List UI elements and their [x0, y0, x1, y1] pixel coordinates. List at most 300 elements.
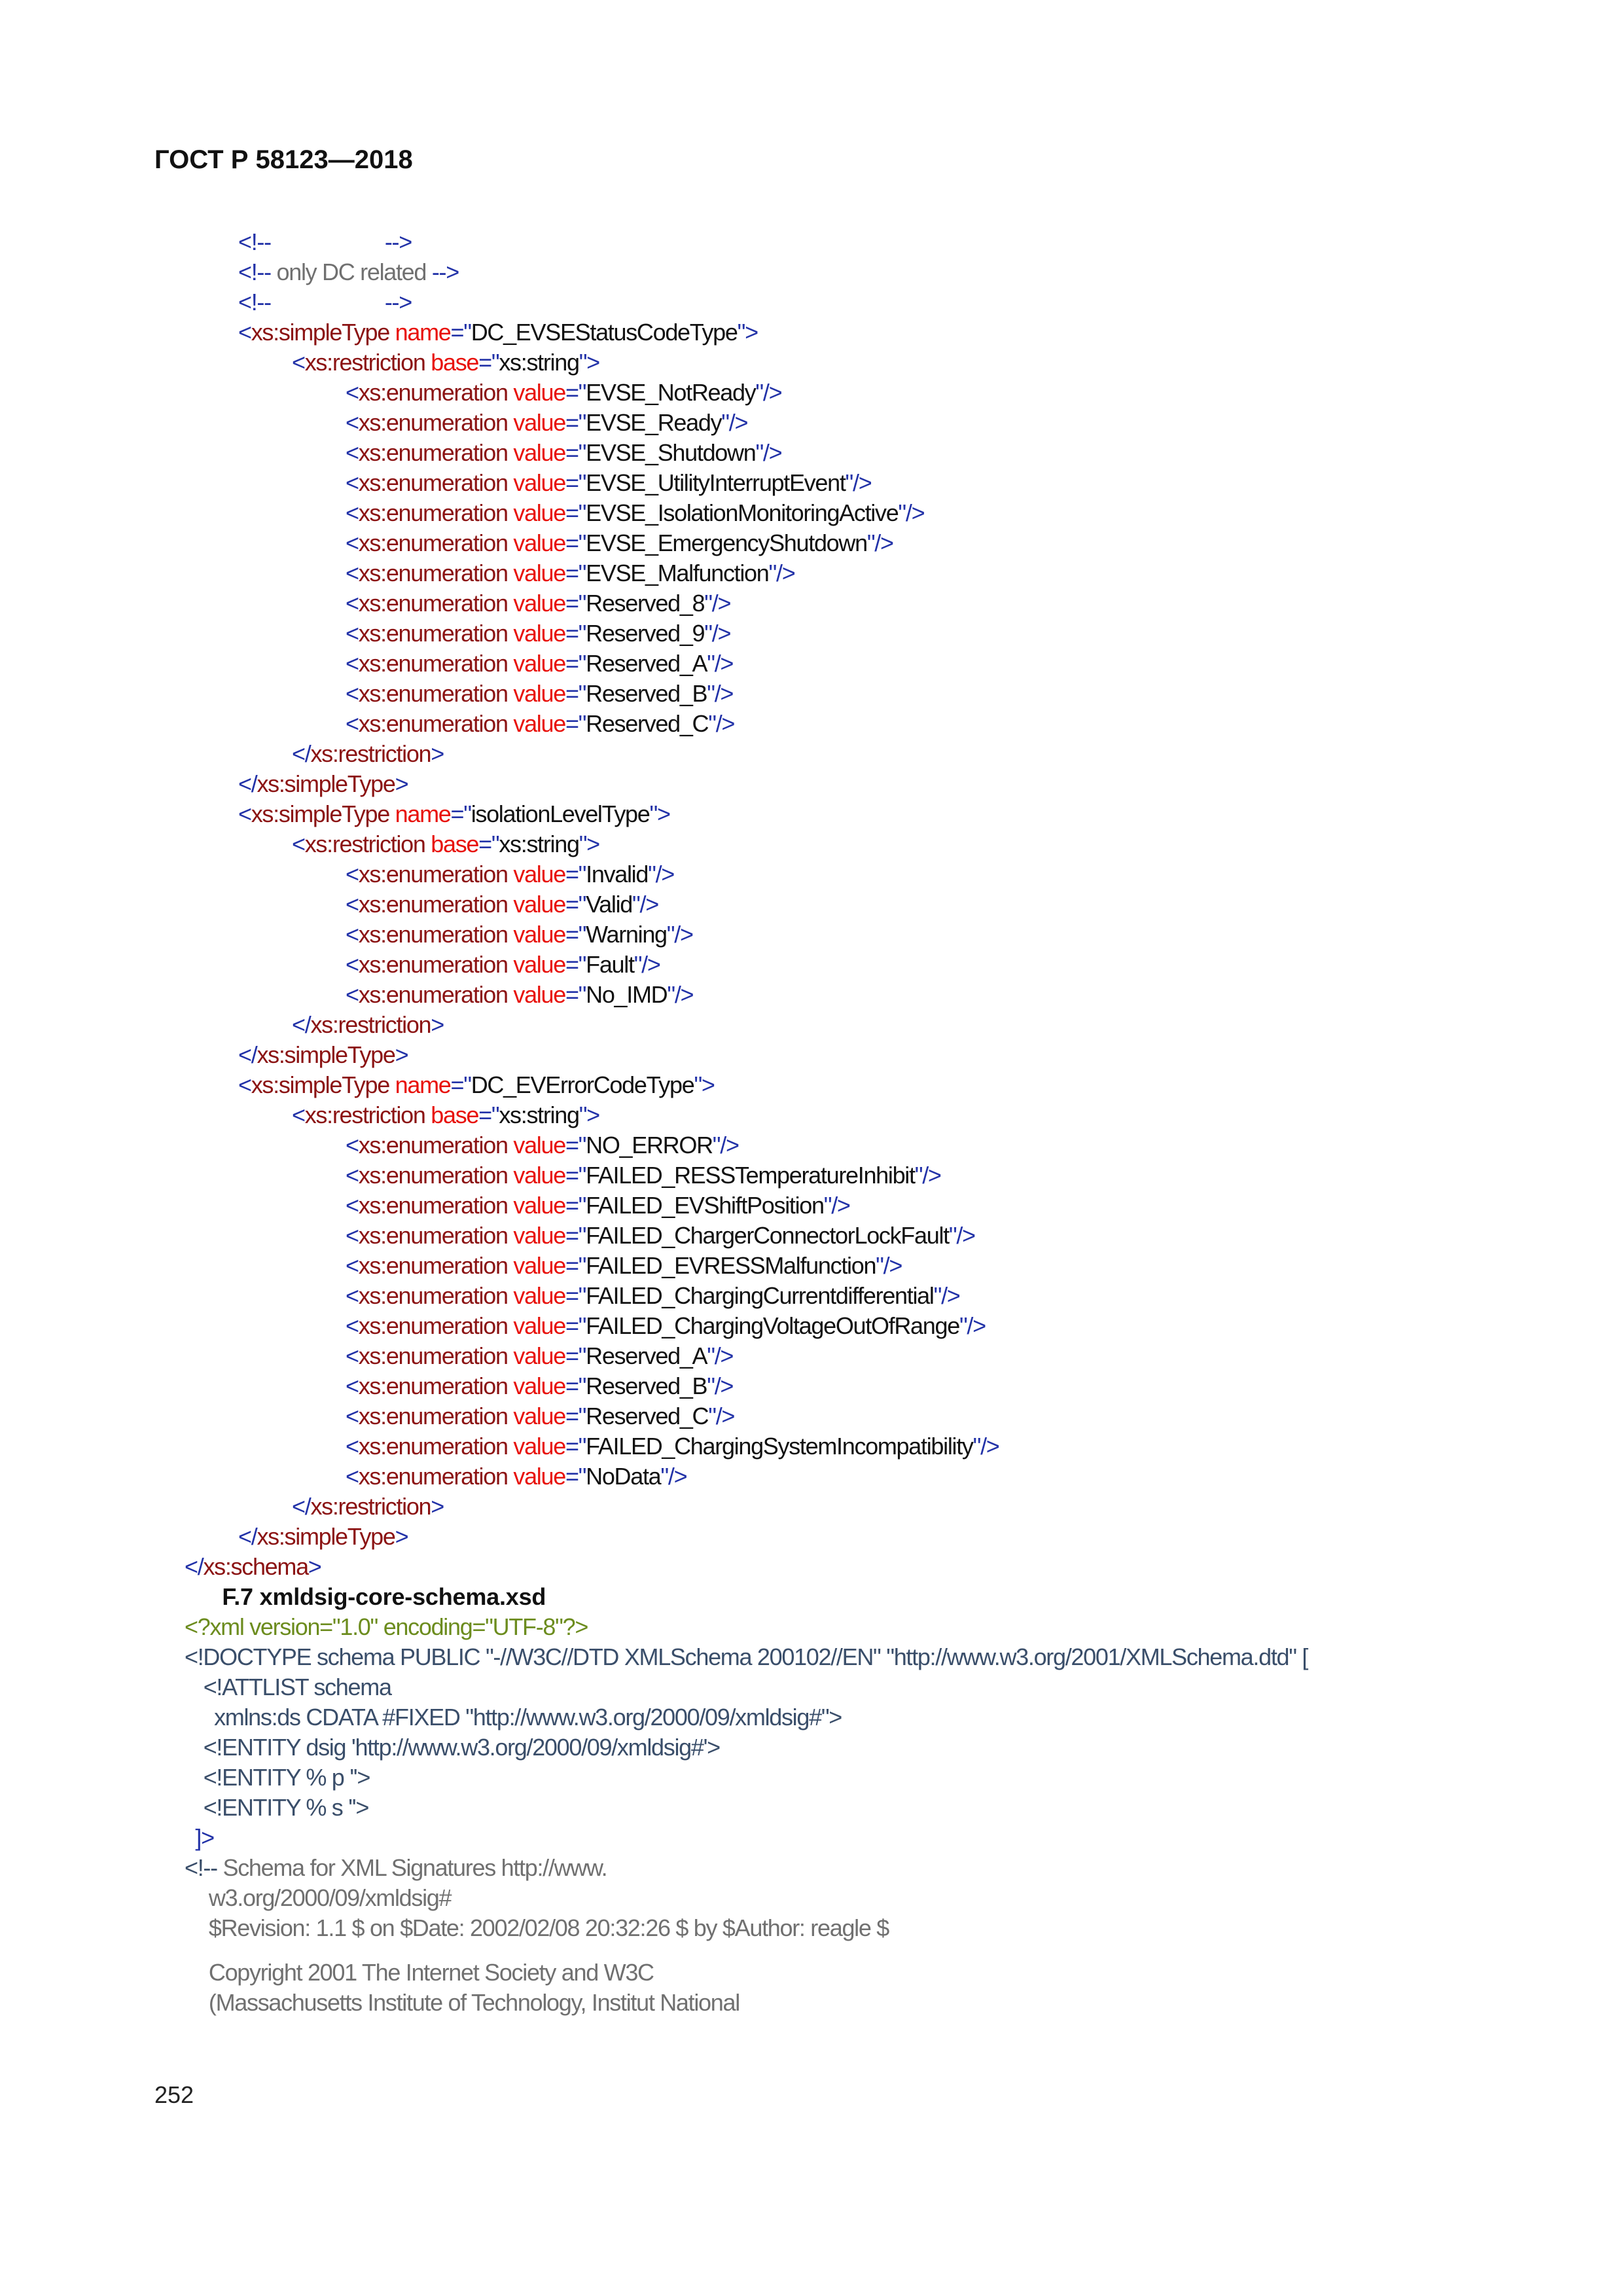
punctuation: > — [431, 740, 444, 767]
code-line — [0, 1462, 1623, 1492]
attribute-value: DC_EVSEStatusCodeType — [471, 319, 738, 346]
attribute-name: value — [507, 680, 565, 707]
attribute-value: No_IMD — [586, 981, 668, 1008]
punctuation: < — [346, 1222, 359, 1249]
punctuation: < — [346, 1132, 359, 1158]
punctuation: "/> — [972, 1433, 999, 1460]
attribute-name: name — [389, 800, 451, 827]
attribute-value: NoData — [586, 1463, 661, 1490]
attribute-name: base — [425, 349, 479, 376]
punctuation: "> — [579, 349, 599, 376]
code-line — [0, 799, 1623, 829]
punctuation: =" — [478, 1102, 499, 1128]
tag-name: xs:simpleType — [251, 319, 389, 346]
punctuation: "/> — [648, 861, 675, 888]
punctuation: > — [395, 1523, 408, 1550]
tag-name: xs:enumeration — [358, 1252, 508, 1279]
attribute-name: value — [507, 1312, 565, 1339]
punctuation: "/> — [933, 1282, 960, 1309]
punctuation: =" — [565, 1463, 586, 1490]
code-line — [0, 287, 1623, 317]
tag-name: xs:simpleType — [251, 1071, 389, 1098]
punctuation: =" — [565, 439, 586, 466]
attribute-name: value — [507, 379, 565, 406]
attribute-value: isolationLevelType — [471, 800, 650, 827]
attribute-value: Reserved_B — [586, 1372, 707, 1399]
punctuation: =" — [565, 529, 586, 556]
tag-name: xs:enumeration — [358, 951, 508, 978]
code-line — [0, 558, 1623, 588]
punctuation: < — [346, 921, 359, 948]
punctuation: </ — [292, 1011, 311, 1038]
punctuation: < — [346, 1342, 359, 1369]
doctype-text: xmlns:ds CDATA #FIXED "http://www.w3.org/2000/09/xmldsig#"> — [214, 1704, 842, 1731]
attribute-value: EVSE_Malfunction — [586, 560, 769, 586]
punctuation: "/> — [707, 1372, 734, 1399]
tag-name: xs:enumeration — [358, 1403, 508, 1429]
punctuation: =" — [450, 319, 471, 346]
attribute-name: value — [507, 1403, 565, 1429]
code-line — [0, 1221, 1623, 1251]
code-line — [0, 1552, 1623, 1582]
punctuation: < — [346, 560, 359, 586]
punctuation: < — [346, 650, 359, 677]
tag-name: xs:restriction — [310, 1011, 431, 1038]
attribute-value: Reserved_8 — [586, 590, 705, 617]
attribute-name: value — [507, 921, 565, 948]
punctuation: =" — [565, 680, 586, 707]
punctuation: < — [346, 590, 359, 617]
punctuation: "/> — [708, 710, 735, 737]
code-line — [0, 378, 1623, 408]
code-line — [0, 769, 1623, 799]
punctuation: < — [346, 1372, 359, 1399]
punctuation: =" — [565, 469, 586, 496]
section-heading — [0, 1582, 1623, 1612]
tag-name: xs:simpleType — [257, 1523, 395, 1550]
punctuation: < — [346, 1162, 359, 1189]
punctuation: =" — [565, 620, 586, 647]
punctuation: "/> — [755, 379, 782, 406]
comment-text: (Massachusetts Institute of Technology, Institut National — [208, 1989, 740, 2016]
punctuation: "> — [579, 831, 599, 857]
tag-name: xs:enumeration — [358, 861, 508, 888]
punctuation: "> — [579, 1102, 599, 1128]
attribute-name: value — [507, 590, 565, 617]
punctuation: </ — [238, 770, 257, 797]
code-line — [0, 1251, 1623, 1281]
code-line — [0, 1070, 1623, 1100]
attribute-value: Fault — [586, 951, 634, 978]
punctuation: < — [292, 831, 305, 857]
code-line — [0, 1672, 1623, 1702]
code-line — [0, 588, 1623, 619]
code-line — [0, 1431, 1623, 1462]
tag-name: xs:enumeration — [358, 1162, 508, 1189]
attribute-value: EVSE_UtilityInterruptEvent — [586, 469, 846, 496]
punctuation: "/> — [708, 1403, 735, 1429]
attribute-value: Invalid — [586, 861, 649, 888]
tag-name: xs:restriction — [304, 349, 425, 376]
attribute-value: EVSE_Shutdown — [586, 439, 756, 466]
tag-name: xs:enumeration — [358, 620, 508, 647]
punctuation: =" — [565, 1162, 586, 1189]
tag-name: xs:enumeration — [358, 891, 508, 918]
punctuation: =" — [565, 710, 586, 737]
code-line — [0, 739, 1623, 769]
tag-name: xs:enumeration — [358, 1372, 508, 1399]
punctuation: "/> — [704, 620, 731, 647]
code-line — [0, 950, 1623, 980]
tag-name: xs:enumeration — [358, 439, 508, 466]
punctuation: =" — [565, 891, 586, 918]
comment-text: Copyright 2001 The Internet Society and W3C — [208, 1959, 654, 1986]
tag-name: xs:enumeration — [358, 921, 508, 948]
tag-name: xs:enumeration — [358, 1342, 508, 1369]
punctuation: "/> — [948, 1222, 975, 1249]
punctuation: =" — [450, 1071, 471, 1098]
punctuation: "/> — [632, 891, 658, 918]
punctuation: =" — [565, 921, 586, 948]
punctuation: < — [238, 800, 251, 827]
code-line — [0, 1100, 1623, 1130]
comment-text: w3.org/2000/09/xmldsig# — [208, 1884, 452, 1911]
code-line — [0, 1732, 1623, 1763]
heading-text: F.7 xmldsig-core-schema.xsd — [222, 1583, 546, 1610]
attribute-name: value — [507, 1463, 565, 1490]
attribute-value: FAILED_ChargingVoltageOutOfRange — [586, 1312, 959, 1339]
code-line — [0, 408, 1623, 438]
attribute-value: Reserved_A — [586, 650, 707, 677]
document-header: ГОСТ Р 58123—2018 — [154, 145, 413, 174]
attribute-name: name — [389, 1071, 451, 1098]
tag-name: xs:enumeration — [358, 1312, 508, 1339]
tag-name: xs:enumeration — [358, 1132, 508, 1158]
code-line — [0, 1612, 1623, 1642]
punctuation: =" — [478, 831, 499, 857]
punctuation: =" — [478, 349, 499, 376]
punctuation: "/> — [866, 529, 893, 556]
attribute-name: value — [507, 951, 565, 978]
tag-name: xs:enumeration — [358, 409, 508, 436]
punctuation: "/> — [667, 981, 694, 1008]
attribute-name: value — [507, 1222, 565, 1249]
code-line — [0, 1160, 1623, 1191]
attribute-value: FAILED_ChargingSystemIncompatibility — [586, 1433, 973, 1460]
punctuation: "/> — [823, 1192, 850, 1219]
tag-name: xs:enumeration — [358, 710, 508, 737]
attribute-value: FAILED_ChargingCurrentdifferential — [586, 1282, 934, 1309]
attribute-name: value — [507, 499, 565, 526]
attribute-value: Reserved_B — [586, 680, 707, 707]
punctuation: < — [292, 349, 305, 376]
punctuation: > — [395, 1041, 408, 1068]
attribute-name: value — [507, 1342, 565, 1369]
code-line — [0, 1988, 1623, 2018]
punctuation: "/> — [633, 951, 660, 978]
tag-name: xs:simpleType — [257, 1041, 395, 1068]
punctuation: < — [346, 1433, 359, 1460]
page-number: 252 — [154, 2081, 194, 2108]
attribute-name: value — [507, 1433, 565, 1460]
code-line — [0, 348, 1623, 378]
attribute-name: value — [507, 1132, 565, 1158]
punctuation: < — [292, 1102, 305, 1128]
doctype-text: <!-- — [185, 1854, 217, 1881]
comment-text: $Revision: 1.1 $ on $Date: 2002/02/08 20:32:26 $ by $Author: reagle $ — [208, 1914, 889, 1941]
attribute-value: xs:string — [499, 349, 579, 376]
xml-declaration: <?xml version="1.0" encoding="UTF-8"?> — [185, 1613, 588, 1640]
punctuation: < — [238, 1071, 251, 1098]
punctuation: < — [346, 1403, 359, 1429]
attribute-name: value — [507, 891, 565, 918]
code-line — [0, 1958, 1623, 1988]
tag-name: xs:enumeration — [358, 650, 508, 677]
tag-name: xs:restriction — [310, 740, 431, 767]
code-line — [0, 1883, 1623, 1913]
attribute-value: FAILED_EVShiftPosition — [586, 1192, 824, 1219]
code-line — [0, 528, 1623, 558]
punctuation: =" — [565, 1222, 586, 1249]
doctype-text: <!ENTITY dsig 'http://www.w3.org/2000/09/xmldsig#'> — [203, 1734, 720, 1761]
code-line — [0, 649, 1623, 679]
code-line — [0, 1371, 1623, 1401]
punctuation: =" — [565, 861, 586, 888]
attribute-name: value — [507, 529, 565, 556]
tag-name: xs:enumeration — [358, 680, 508, 707]
code-line — [0, 1010, 1623, 1040]
punctuation: =" — [565, 650, 586, 677]
punctuation: </ — [238, 1523, 257, 1550]
punctuation: =" — [565, 951, 586, 978]
punctuation: > — [431, 1011, 444, 1038]
punctuation: "/> — [845, 469, 872, 496]
attribute-name: value — [507, 1282, 565, 1309]
code-line — [0, 1040, 1623, 1070]
punctuation: < — [346, 1282, 359, 1309]
tag-name: xs:restriction — [304, 831, 425, 857]
code-line — [0, 1763, 1623, 1793]
attribute-name: base — [425, 1102, 479, 1128]
punctuation: < — [346, 1252, 359, 1279]
attribute-value: Reserved_9 — [586, 620, 705, 647]
punctuation: < — [346, 891, 359, 918]
punctuation: < — [346, 1463, 359, 1490]
punctuation: < — [346, 439, 359, 466]
punctuation: < — [346, 499, 359, 526]
tag-name: xs:enumeration — [358, 1433, 508, 1460]
punctuation: < — [346, 379, 359, 406]
punctuation: ]> — [195, 1824, 214, 1851]
attribute-name: value — [507, 620, 565, 647]
punctuation: > — [395, 770, 408, 797]
punctuation: < — [238, 319, 251, 346]
punctuation: "/> — [959, 1312, 986, 1339]
punctuation: "/> — [704, 590, 731, 617]
attribute-value: FAILED_EVRESSMalfunction — [586, 1252, 876, 1279]
punctuation: =" — [565, 1312, 586, 1339]
code-line — [0, 1853, 1623, 1883]
code-line — [0, 1130, 1623, 1160]
code-line — [0, 1642, 1623, 1672]
code-listing — [0, 227, 1623, 2018]
attribute-value: EVSE_Ready — [586, 409, 722, 436]
code-line — [0, 679, 1623, 709]
punctuation: < — [346, 409, 359, 436]
code-line — [0, 1281, 1623, 1311]
punctuation: "/> — [712, 1132, 739, 1158]
attribute-value: FAILED_RESSTemperatureInhibit — [586, 1162, 915, 1189]
tag-name: xs:restriction — [304, 1102, 425, 1128]
attribute-value: DC_EVErrorCodeType — [471, 1071, 694, 1098]
doctype-text: <!DOCTYPE schema PUBLIC "-//W3C//DTD XMLSchema 200102//EN" "http://www.w3.org/2001/XMLSchema.dtd" [ — [185, 1643, 1308, 1670]
punctuation: < — [346, 1192, 359, 1219]
punctuation: "/> — [898, 499, 925, 526]
comment-text: only DC related — [270, 259, 432, 285]
attribute-value: Reserved_C — [586, 1403, 709, 1429]
code-line — [0, 468, 1623, 498]
punctuation: --> — [270, 228, 412, 255]
attribute-name: base — [425, 831, 479, 857]
attribute-name: value — [507, 1252, 565, 1279]
code-line — [0, 829, 1623, 859]
attribute-value: EVSE_IsolationMonitoringActive — [586, 499, 899, 526]
punctuation: "> — [737, 319, 758, 346]
attribute-name: value — [507, 439, 565, 466]
doctype-text: <!ENTITY % p ''> — [203, 1764, 370, 1791]
code-line — [0, 317, 1623, 348]
tag-name: xs:simpleType — [257, 770, 395, 797]
attribute-value: Reserved_C — [586, 710, 709, 737]
attribute-value: EVSE_NotReady — [586, 379, 756, 406]
punctuation: "> — [694, 1071, 715, 1098]
punctuation: < — [346, 680, 359, 707]
punctuation: <!-- — [238, 259, 271, 285]
code-line — [0, 859, 1623, 889]
tag-name: xs:simpleType — [251, 800, 389, 827]
doctype-text: <!ENTITY % s ''> — [203, 1794, 369, 1821]
tag-name: xs:enumeration — [358, 1282, 508, 1309]
punctuation: < — [346, 951, 359, 978]
punctuation: < — [346, 469, 359, 496]
punctuation: > — [308, 1553, 321, 1580]
punctuation: </ — [185, 1553, 204, 1580]
tag-name: xs:enumeration — [358, 1463, 508, 1490]
punctuation: </ — [292, 1493, 311, 1520]
punctuation: "/> — [707, 650, 734, 677]
punctuation: "/> — [666, 921, 693, 948]
punctuation: =" — [565, 1132, 586, 1158]
punctuation: "/> — [660, 1463, 687, 1490]
punctuation: =" — [565, 1433, 586, 1460]
punctuation: < — [346, 981, 359, 1008]
punctuation: < — [346, 620, 359, 647]
code-line — [0, 438, 1623, 468]
punctuation: =" — [565, 590, 586, 617]
tag-name: xs:enumeration — [358, 499, 508, 526]
code-line — [0, 619, 1623, 649]
punctuation: > — [431, 1493, 444, 1520]
punctuation: =" — [565, 1192, 586, 1219]
attribute-value: NO_ERROR — [586, 1132, 713, 1158]
code-line — [0, 1702, 1623, 1732]
punctuation: =" — [565, 379, 586, 406]
punctuation: < — [346, 710, 359, 737]
tag-name: xs:enumeration — [358, 379, 508, 406]
punctuation: "/> — [721, 409, 748, 436]
punctuation: "/> — [707, 680, 734, 707]
code-line — [0, 1793, 1623, 1823]
punctuation: </ — [292, 740, 311, 767]
code-line — [0, 1191, 1623, 1221]
attribute-name: name — [389, 319, 451, 346]
punctuation: =" — [565, 1282, 586, 1309]
attribute-name: value — [507, 1162, 565, 1189]
tag-name: xs:schema — [203, 1553, 308, 1580]
punctuation: <!-- — [238, 289, 271, 315]
tag-name: xs:enumeration — [358, 981, 508, 1008]
punctuation: "/> — [876, 1252, 902, 1279]
tag-name: xs:enumeration — [358, 560, 508, 586]
code-line — [0, 1311, 1623, 1341]
punctuation: =" — [565, 1372, 586, 1399]
attribute-name: value — [507, 1372, 565, 1399]
punctuation: "/> — [707, 1342, 734, 1369]
punctuation: <!-- — [238, 228, 271, 255]
attribute-name: value — [507, 469, 565, 496]
punctuation: < — [346, 861, 359, 888]
tag-name: xs:restriction — [310, 1493, 431, 1520]
tag-name: xs:enumeration — [358, 1222, 508, 1249]
punctuation: < — [346, 529, 359, 556]
punctuation: =" — [565, 560, 586, 586]
punctuation: =" — [565, 409, 586, 436]
code-line — [0, 709, 1623, 739]
code-line — [0, 1341, 1623, 1371]
attribute-name: value — [507, 650, 565, 677]
attribute-value: xs:string — [499, 831, 579, 857]
comment-text: Schema for XML Signatures http://www. — [217, 1854, 607, 1881]
punctuation: =" — [450, 800, 471, 827]
punctuation: =" — [565, 981, 586, 1008]
attribute-value: xs:string — [499, 1102, 579, 1128]
punctuation: =" — [565, 1403, 586, 1429]
code-line — [0, 1492, 1623, 1522]
code-line — [0, 1913, 1623, 1943]
attribute-value: Reserved_A — [586, 1342, 707, 1369]
code-line — [0, 889, 1623, 920]
code-line — [0, 227, 1623, 257]
code-line — [0, 980, 1623, 1010]
attribute-value: Warning — [586, 921, 667, 948]
punctuation: =" — [565, 1252, 586, 1279]
code-line — [0, 1401, 1623, 1431]
attribute-value: EVSE_EmergencyShutdown — [586, 529, 867, 556]
punctuation: =" — [565, 499, 586, 526]
attribute-name: value — [507, 409, 565, 436]
tag-name: xs:enumeration — [358, 590, 508, 617]
code-line — [0, 1823, 1623, 1853]
code-line — [0, 920, 1623, 950]
punctuation: "/> — [914, 1162, 941, 1189]
code-line — [0, 498, 1623, 528]
code-line — [0, 1522, 1623, 1552]
doctype-text: <!ATTLIST schema — [203, 1674, 391, 1700]
punctuation: </ — [238, 1041, 257, 1068]
punctuation: --> — [431, 259, 459, 285]
punctuation: "> — [649, 800, 670, 827]
tag-name: xs:enumeration — [358, 529, 508, 556]
